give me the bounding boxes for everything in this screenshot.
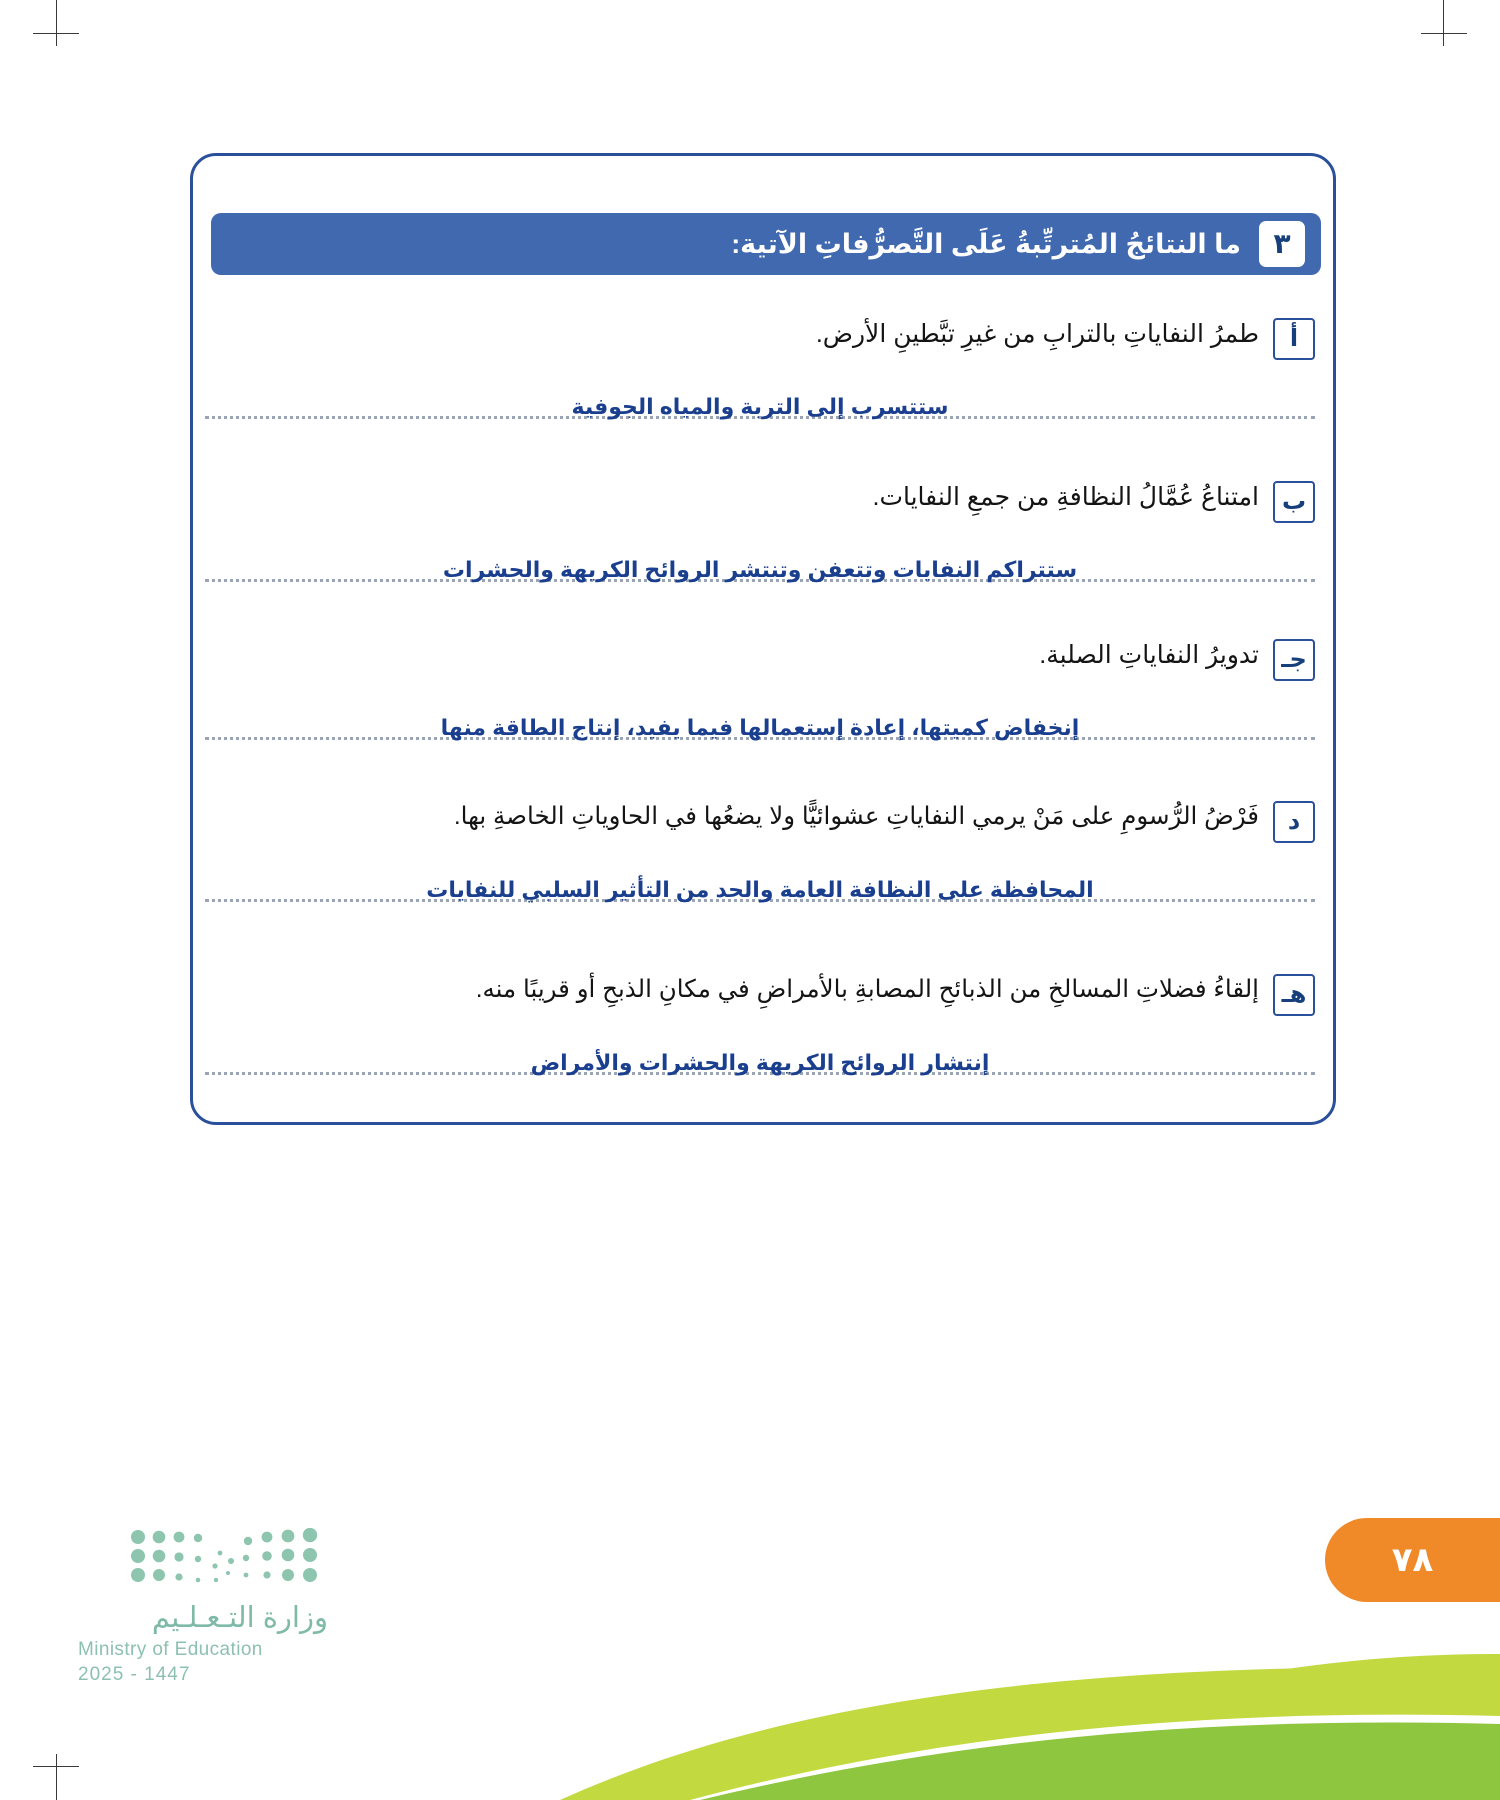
item-b-answer: ستتراكم النفايات وتتعفن وتنتشر الروائح الكريهة والحشرات [442,556,1078,582]
logo-english-text: Ministry of Education [78,1639,263,1660]
crop-mark-top-left-horizontal [33,33,79,34]
item-e-letter: هـ [1273,974,1315,1016]
exercise-title-bar [211,213,1321,275]
exercise-item-a [205,318,1315,419]
item-b-prompt: امتناعُ عُمَّالُ النظافةِ من جمعِ النفايات. [872,483,1259,511]
page-number-tab [1325,1518,1500,1602]
item-d-prompt-row [205,801,1315,843]
exercise-item-d [205,801,1315,902]
exercise-item-e [205,974,1315,1075]
item-a-prompt: طمرُ النفاياتِ بالترابِ من غيرِ تبَّطينِ الأرض. [815,320,1259,348]
item-c-prompt-row [205,639,1315,681]
item-d-answer: المحافظة على النظافة العامة والحد من التأثير السلبي للنفايات [426,876,1094,902]
crop-mark-bottom-left-vertical [56,1754,57,1800]
ministry-of-education-logo [78,1528,328,1686]
logo-year-text: 2025 - 1447 [78,1664,191,1685]
exercise-item-b [205,481,1315,582]
exercise-number-badge: ٣ [1259,221,1305,267]
item-d-answer-line[interactable] [205,857,1315,902]
item-a-prompt-row [205,318,1315,360]
item-b-letter: ب [1273,481,1315,523]
exercise-card [190,153,1336,1125]
item-e-prompt: إلقاءُ فضلاتِ المسالخِ من الذبائحِ المصابةِ بالأمراضِ في مكانِ الذبحِ أو قريبًا منه. [475,976,1259,1003]
item-e-prompt-row [205,974,1315,1016]
item-e-answer-line[interactable] [205,1030,1315,1075]
item-b-prompt-row [205,481,1315,523]
item-e-answer: إنتشار الروائح الكريهة والحشرات والأمراض [530,1049,990,1075]
exercise-title: ما النتائجُ المُترتِّبةُ عَلَى التَّصرُّفاتِ الآتية: [731,228,1241,259]
item-a-answer-line[interactable] [205,374,1315,419]
item-c-letter: جـ [1273,639,1315,681]
item-c-answer: إنخفاض كميتها، إعادة إستعمالها فيما يفيد، إنتاج الطاقة منها [440,714,1080,740]
crop-mark-top-right-vertical [1443,0,1444,46]
item-c-prompt: تدويرُ النفاياتِ الصلبة. [1039,641,1259,669]
logo-arabic-text: وزارة التـعـلـيم [151,1602,328,1634]
item-a-letter: أ [1273,318,1315,360]
crop-mark-bottom-left-horizontal [33,1766,79,1767]
crop-mark-bottom-right-vertical [1443,1754,1444,1800]
logo-dot-pattern-icon [128,1528,328,1590]
item-a-answer: ستتسرب إلى التربة والمياه الجوفية [571,393,949,419]
crop-mark-top-right-horizontal [1421,33,1467,34]
item-d-prompt: فَرْضُ الرُّسومِ على مَنْ يرمي النفاياتِ عشوائيًّا ولا يضعُها في الحاوياتِ الخاصةِ بها. [453,803,1259,830]
item-d-letter: د [1273,801,1315,843]
item-c-answer-line[interactable] [205,695,1315,740]
item-b-answer-line[interactable] [205,537,1315,582]
exercise-item-c [205,639,1315,740]
crop-mark-bottom-right-horizontal [1421,1766,1467,1767]
page-number: ٧٨ [1391,1541,1434,1579]
crop-mark-top-left-vertical [56,0,57,46]
